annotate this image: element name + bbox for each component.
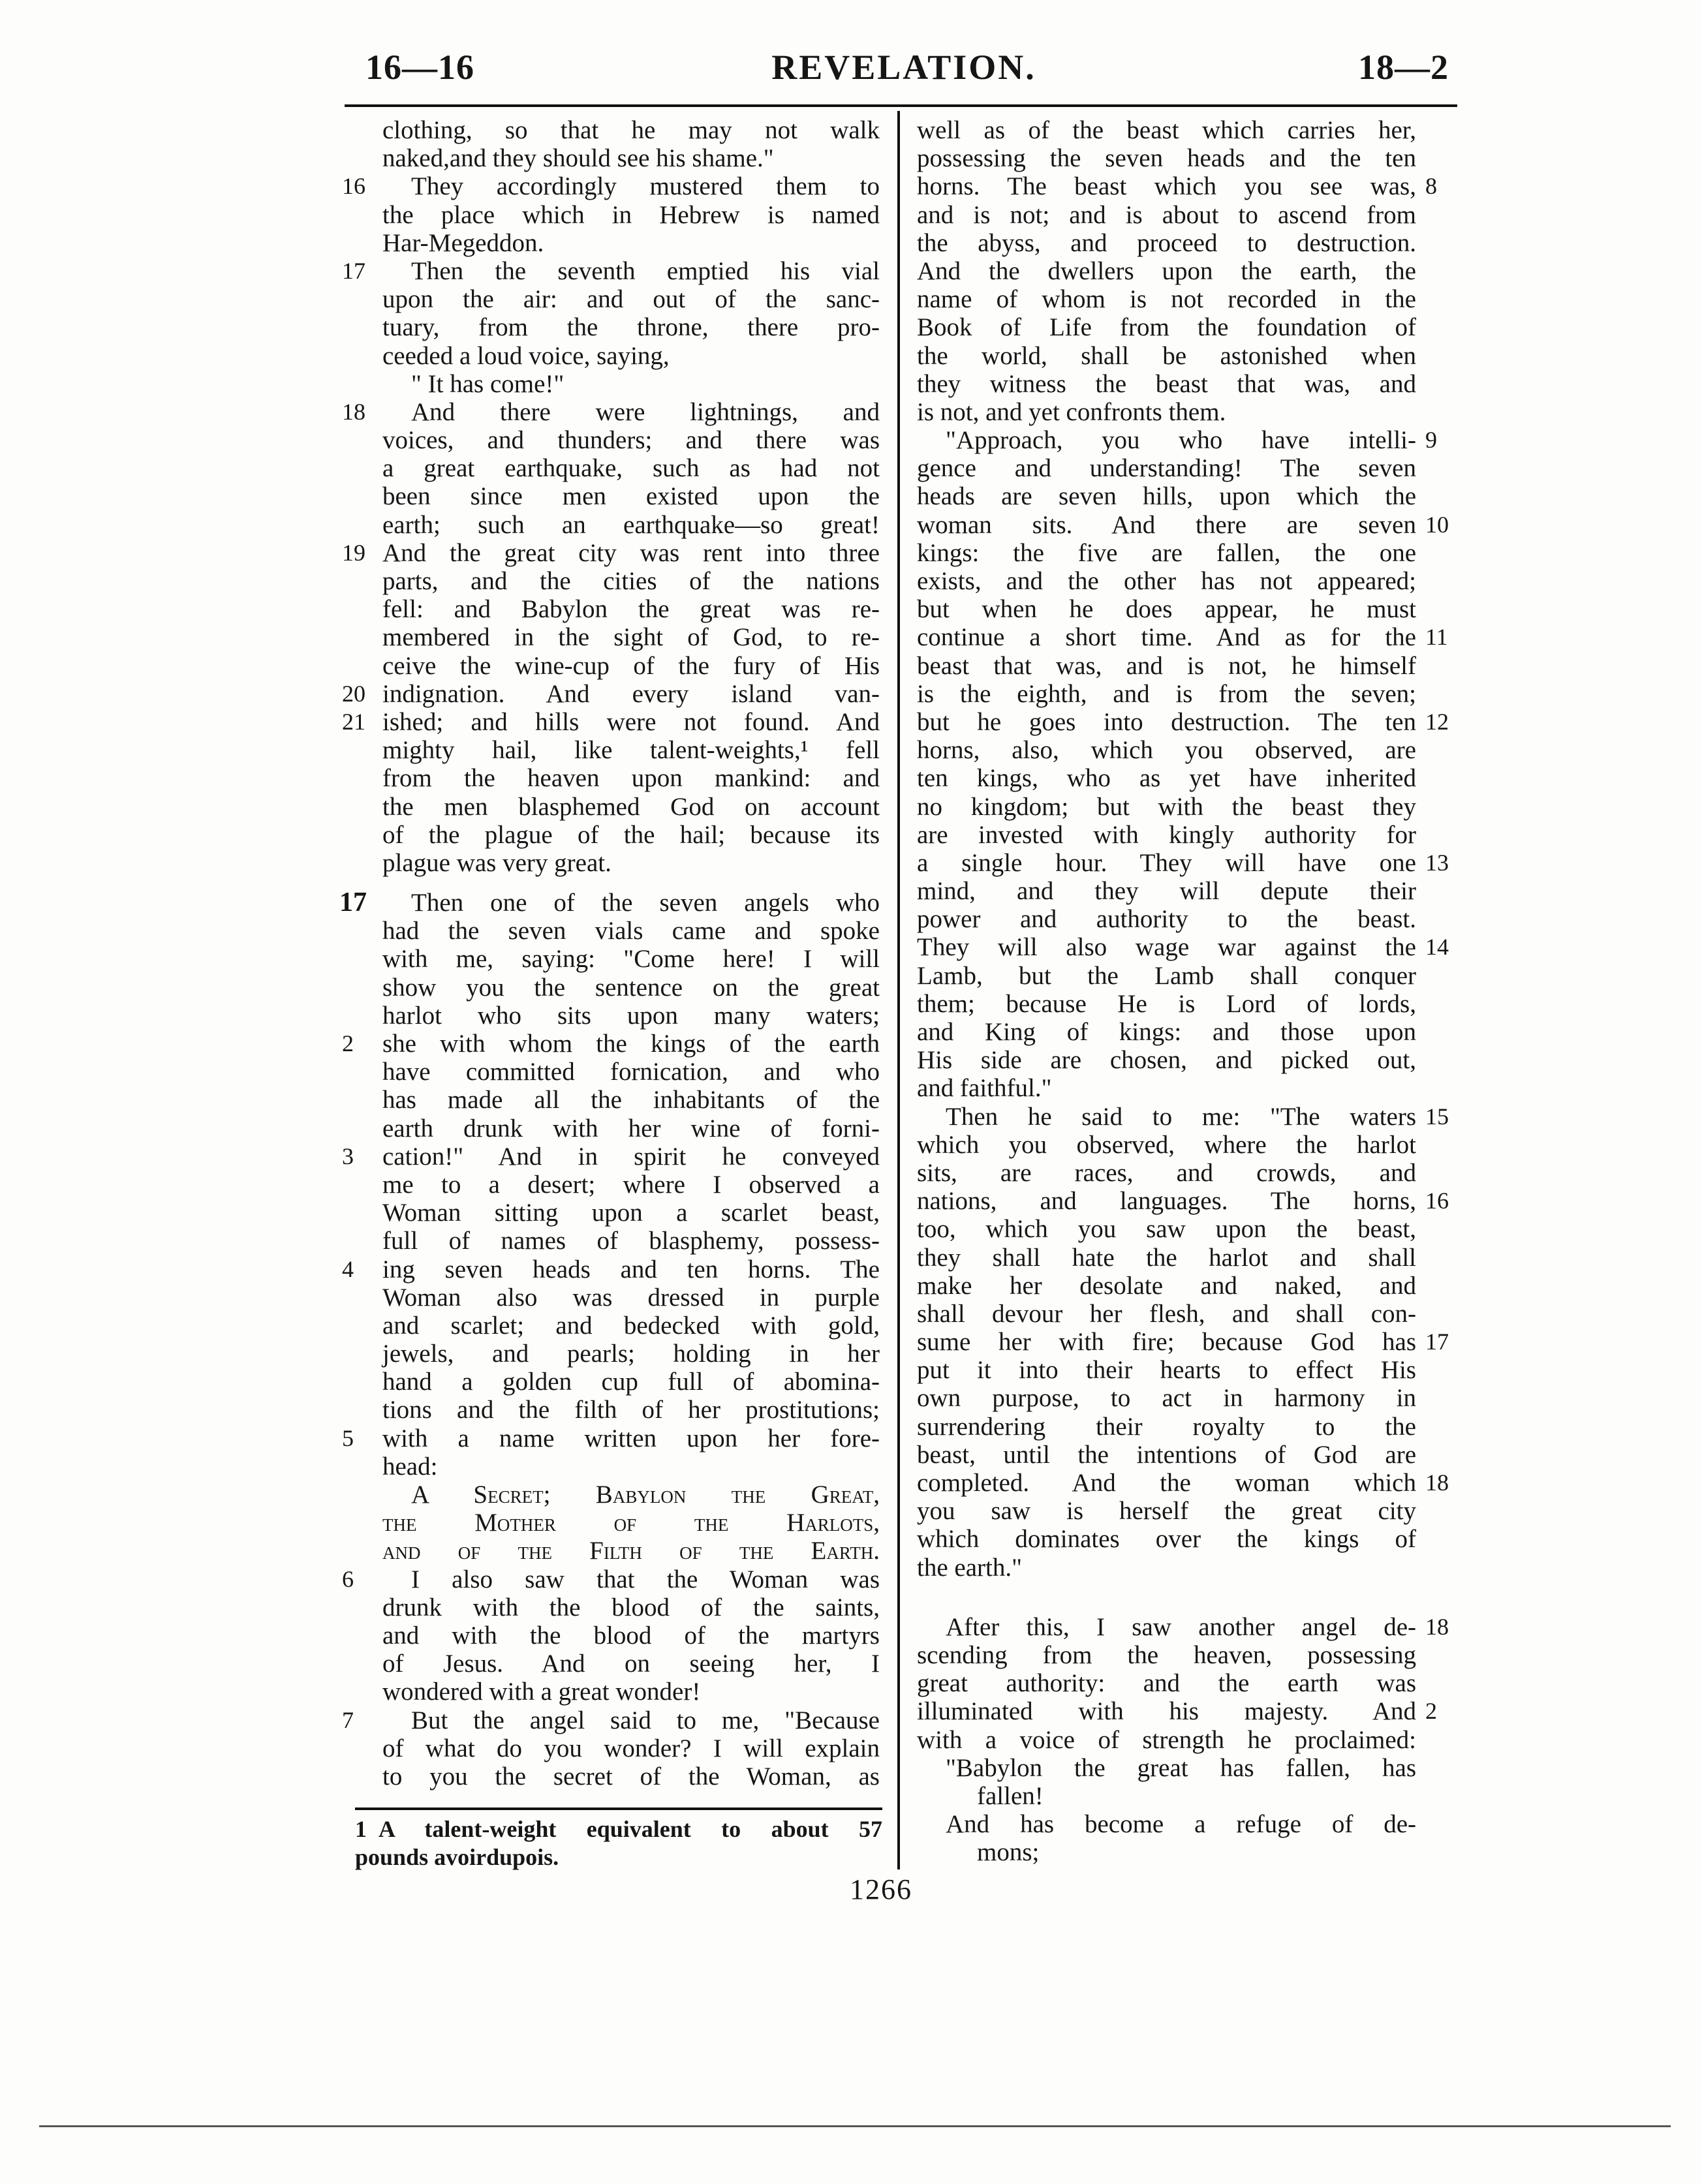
line-text: have committed fornication, and who [382,1058,880,1086]
line-text: horns, also, which you observed, are [917,736,1416,765]
line-text: great authority: and the earth was [917,1669,1416,1698]
text-line [382,144,880,172]
line-text: which dominates over the kings of [917,1525,1416,1554]
line-text: earth; such an earthquake—so great! [382,510,880,539]
text-line [342,707,880,736]
line-text: and faithful." [917,1074,1052,1103]
text-line [917,1810,1416,1838]
text-line [917,1102,1449,1131]
line-text: plague was very great. [382,848,611,877]
text-line [917,1469,1449,1497]
line-text: sume her with fire; because God has [917,1328,1416,1357]
text-line [917,454,1416,482]
text-line [917,567,1416,595]
line-text: with a voice of strength he proclaimed: [917,1725,1416,1754]
verse-number: 9 [1425,427,1437,454]
line-text: from the heaven upon mankind: and [382,764,880,793]
line-text: tions and the filth of her prostitutions; [382,1396,880,1424]
text-line [382,370,880,398]
line-text: kings: the five are fallen, the one [917,538,1416,567]
footnote-rule [355,1807,882,1810]
text-line [917,905,1416,933]
text-line [382,1199,880,1227]
line-text: the place which in Hebrew is named [382,200,880,229]
line-text: scending from the heaven, possessing [917,1640,1416,1669]
text-line [382,567,880,595]
line-text: name of whom is not recorded in the [917,285,1416,314]
line-text: jewels, and pearls; holding in her [382,1340,880,1368]
text-line [382,1734,880,1762]
line-text: exists, and the other has not appeared; [917,567,1416,595]
verse-number: 20 [342,680,365,707]
verse-number: 21 [342,708,365,735]
text-line [917,201,1416,229]
text-line [382,821,880,849]
text-line [382,482,880,510]
line-text: illuminated with his majesty. And [917,1697,1416,1726]
text-line [382,1284,880,1312]
text-line [382,1453,880,1481]
line-text: continue a short time. And as for the [917,623,1416,652]
line-text: of the plague of the hail; because its [382,820,880,849]
line-text: They accordingly mustered them to [411,172,880,201]
paragraph-gap [382,877,880,889]
line-text: parts, and the cities of the nations [382,567,880,595]
line-text: And the great city was rent into three [382,538,880,567]
left-column [339,116,880,1791]
text-line [342,538,880,567]
text-line [382,1058,880,1086]
line-text: A Secret; Babylon the Great, [411,1481,880,1509]
line-text: power and authority to the beast. [917,905,1416,934]
text-line [382,1678,880,1706]
verse-number: 14 [1425,934,1449,961]
line-text: me to a desert; where I observed a [382,1170,880,1199]
verse-number: 2 [342,1030,354,1056]
line-text: them; because He is Lord of lords, [917,989,1416,1018]
text-line [917,1782,1416,1810]
text-line [382,1312,880,1340]
text-line [917,1244,1416,1272]
text-line [917,1754,1416,1782]
line-text: Book of Life from the foundation of [917,313,1416,342]
line-text: upon the air: and out of the sanc- [382,285,880,314]
text-line [382,1340,880,1368]
line-text: the Mother of the Harlots, [382,1509,880,1537]
text-line [382,342,880,370]
text-line [917,1187,1449,1216]
line-text: are invested with kingly authority for [917,820,1416,849]
text-line [917,877,1416,905]
text-line [917,116,1416,144]
line-text: possessing the seven heads and the ten [917,144,1416,173]
text-line [917,1441,1416,1469]
line-text: but when he does appear, he must [917,595,1416,624]
text-line [382,917,880,945]
text-line [342,1565,880,1593]
text-line [917,764,1416,792]
line-text: and with the blood of the martyrs [382,1621,880,1650]
line-text: fallen! [977,1781,1044,1810]
text-line [917,1131,1416,1159]
line-text: own purpose, to act in harmony in [917,1384,1416,1413]
line-text: and King of kings: and those upon [917,1018,1416,1046]
line-text: But the angel said to me, "Because [411,1706,880,1734]
text-line [917,595,1416,623]
header-rule [345,104,1457,107]
line-text: "Approach, you who have intelli- [946,426,1416,455]
text-line [917,1356,1416,1384]
line-text: woman sits. And there are seven [917,510,1416,539]
text-line [917,285,1416,313]
text-line [382,623,880,651]
text-line [382,736,880,764]
line-text: heads are seven hills, upon which the [917,482,1416,511]
line-text: earth drunk with her wine of forni- [382,1114,880,1143]
text-line [382,116,880,144]
line-text: ten kings, who as yet have inherited [917,764,1416,793]
text-line [917,1726,1416,1754]
line-text: Then the seventh emptied his vial [411,256,880,285]
header-left-ref: 16—16 [365,48,474,87]
line-text: a single hour. They will have one [917,848,1416,877]
text-line [917,652,1416,680]
text-line [382,945,880,973]
line-text: ceeded a loud voice, saying, [382,341,670,370]
text-line [342,397,880,426]
running-header [352,40,1455,102]
text-line [917,933,1449,962]
text-line [917,1074,1416,1102]
text-line [342,172,880,201]
text-line [917,1328,1449,1357]
line-text: clothing, so that he may not walk [382,116,880,144]
line-text: too, which you saw upon the beast, [917,1215,1416,1244]
line-text: you saw is herself the great city [917,1497,1416,1526]
text-line [917,1300,1416,1328]
line-text: mighty hail, like talent-weights,¹ fell [382,736,880,765]
line-text: horns. The beast which you see was, [917,172,1416,201]
text-line [917,1554,1416,1582]
text-line [917,1018,1416,1046]
line-text: I also saw that the Woman was [411,1565,880,1593]
verse-number: 11 [1425,624,1448,651]
text-line [382,1593,880,1622]
text-line [917,398,1416,426]
line-text: with me, saying: "Come here! I will [382,945,880,974]
text-line [342,1424,880,1453]
text-line [917,172,1437,201]
line-text: beast, until the intentions of God are [917,1440,1416,1469]
text-line [917,1697,1437,1726]
footnote [355,1815,882,1871]
line-text: the world, shall be astonished when [917,341,1416,370]
line-text: shall devour her flesh, and shall con- [917,1299,1416,1328]
line-text: " It has come!" [411,369,565,398]
line-text: of what do you wonder? I will explain [382,1734,880,1762]
line-text: Then he said to me: "The waters [946,1102,1416,1131]
text-line [342,1142,880,1171]
text-line [382,1115,880,1143]
line-text: tuary, from the throne, there pro- [382,313,880,342]
text-line [917,1215,1416,1243]
line-text: completed. And the woman which [917,1469,1416,1497]
text-line [917,144,1416,172]
line-text: "Babylon the great has fallen, has [946,1753,1416,1782]
line-text: sits, are races, and crowds, and [917,1158,1416,1187]
text-line [382,793,880,821]
line-text: no kingdom; but with the beast they [917,792,1416,821]
text-line [382,595,880,623]
line-text: cation!" And in spirit he conveyed [382,1142,880,1171]
verse-number: 6 [342,1565,354,1592]
text-line [382,285,880,313]
line-text: but he goes into destruction. The ten [917,707,1416,736]
verse-number: 17 [342,257,365,284]
line-text: ing seven heads and ten horns. The [382,1255,880,1284]
line-text: well as of the beast which carries her, [917,116,1416,144]
text-line [382,1481,880,1509]
text-line [342,256,880,285]
verse-number: 12 [1425,708,1449,735]
page-number: 1266 [850,1873,912,1905]
line-text: fell: and Babylon the great was re- [382,595,880,624]
line-text: hand a golden cup full of abomina- [382,1368,880,1396]
line-text: And the dwellers upon the earth, the [917,256,1416,285]
text-line [382,426,880,454]
header-right-ref: 18—2 [1358,48,1449,87]
scan-edge-line [39,2125,1671,2127]
text-line [382,849,880,877]
line-text: full of names of blasphemy, possess- [382,1227,880,1255]
text-line [917,623,1448,652]
text-line [917,1641,1416,1669]
line-text: gence and understanding! The seven [917,454,1416,483]
verse-number: 19 [342,539,365,566]
text-line [917,1413,1416,1441]
text-line [382,1509,880,1537]
footnote-line-1: A talent-weight equivalent to about 57 [379,1816,882,1842]
paragraph-gap [917,1582,1416,1613]
text-line [342,679,880,708]
verse-number: 2 [1425,1698,1437,1725]
text-line [342,1030,880,1058]
verse-number: 15 [1425,1103,1449,1130]
text-line [917,736,1416,764]
line-text: they shall hate the harlot and shall [917,1243,1416,1272]
line-text: surrendering their royalty to the [917,1412,1416,1441]
text-line [917,1669,1416,1697]
text-line [917,821,1416,849]
text-line [382,764,880,792]
text-line [917,1838,1416,1866]
line-text: ceive the wine-cup of the fury of His [382,651,880,680]
line-text: the abyss, and proceed to destruction. [917,228,1416,257]
footnote-line-2: pounds avoirdupois. [355,1844,559,1870]
verse-number: 10 [1425,511,1449,538]
line-text: And has become a refuge of de- [946,1810,1416,1839]
text-line [917,229,1416,257]
text-line [917,510,1449,539]
line-text: had the seven vials came and spoke [382,917,880,946]
verse-number: 7 [342,1706,354,1733]
verse-number: 18 [342,398,365,425]
line-text: drunk with the blood of the saints, [382,1593,880,1622]
verse-number: 16 [342,173,365,200]
line-text: show you the sentence on the great [382,973,880,1002]
verse-number: 18 [1425,1469,1449,1496]
text-line [917,257,1416,285]
text-line [917,707,1449,736]
verse-number: 13 [1425,849,1449,876]
line-text: make her desolate and naked, and [917,1271,1416,1300]
text-line [917,1272,1416,1300]
line-text: nations, and languages. The horns, [917,1187,1416,1216]
line-text: of Jesus. And on seeing her, I [382,1650,880,1678]
line-text: mind, and they will depute their [917,877,1416,906]
line-text: indignation. And every island van- [382,679,880,708]
text-line [342,1706,880,1734]
text-line [382,1368,880,1396]
text-line [917,482,1416,510]
column-divider [897,111,900,1869]
text-line [382,1650,880,1678]
line-text: voices, and thunders; and there was [382,426,880,455]
line-text: After this, I saw another angel de- [946,1612,1416,1641]
text-line [917,1046,1416,1074]
text-line [917,342,1416,370]
text-line [917,1612,1449,1641]
header-book-title: REVELATION. [771,48,1036,87]
line-text: and is not; and is about to ascend from [917,200,1416,229]
line-text: Har-Megeddon. [382,228,544,257]
line-text: Woman sitting upon a scarlet beast, [382,1199,880,1227]
verse-number: 18 [1425,1613,1449,1640]
text-line [917,1525,1416,1553]
line-text: They will also wage war against the [917,933,1416,962]
text-line [382,511,880,539]
verse-number: 4 [342,1255,354,1282]
text-line [382,1537,880,1565]
text-line [342,1255,880,1284]
line-text: is the eighth, and is from the seven; [917,679,1416,708]
text-line [917,680,1416,708]
line-text: they witness the beast that was, and [917,369,1416,398]
text-line [339,887,880,918]
chapter-number: 17 [339,887,367,918]
text-line [917,370,1416,398]
verse-number: 5 [342,1424,354,1451]
text-line [382,454,880,482]
line-text: And there were lightnings, and [411,397,880,426]
line-text: ished; and hills were not found. And [382,707,880,736]
verse-number: 8 [1425,173,1437,200]
footnote-marker: 1 [355,1816,367,1842]
line-text: is not, and yet confronts them. [917,397,1226,426]
text-line [382,1622,880,1650]
verse-number: 3 [342,1143,354,1169]
line-text: the earth." [917,1553,1023,1582]
line-text: Woman also was dressed in purple [382,1283,880,1312]
line-text: a great earthquake, such as had not [382,454,880,483]
text-line [917,313,1416,341]
text-line [917,962,1416,990]
text-line [382,1762,880,1791]
text-line [917,1159,1416,1187]
line-text: wondered with a great wonder! [382,1678,701,1706]
line-text: been since men existed upon the [382,482,880,511]
line-text: membered in the sight of God, to re- [382,623,880,652]
text-line [917,1497,1416,1525]
text-line [382,313,880,341]
text-line [917,793,1416,821]
text-line [382,1086,880,1114]
line-text: and scarlet; and bedecked with gold, [382,1311,880,1340]
verse-number: 16 [1425,1188,1449,1214]
text-line [382,1396,880,1424]
text-line [917,539,1416,567]
text-line [382,974,880,1002]
line-text: put it into their hearts to effect His [917,1356,1416,1385]
text-line [382,1002,880,1030]
text-line [382,652,880,680]
line-text: Then one of the seven angels who [411,889,880,917]
text-line [382,229,880,257]
text-line [382,201,880,229]
text-line [382,1171,880,1199]
verse-number: 17 [1425,1329,1449,1355]
right-column [917,116,1449,1867]
line-text: to you the secret of the Woman, as [382,1762,880,1791]
line-text: the men blasphemed God on account [382,792,880,821]
line-text: mons; [977,1838,1040,1867]
line-text: which you observed, where the harlot [917,1130,1416,1159]
text-line [917,990,1416,1018]
line-text: naked,and they should see his shame." [382,144,774,173]
line-text: His side are chosen, and picked out, [917,1046,1416,1075]
line-text: beast that was, and is not, he himself [917,651,1416,680]
line-text: and of the Filth of the Earth. [382,1537,880,1565]
line-text: harlot who sits upon many waters; [382,1001,880,1030]
line-text: has made all the inhabitants of the [382,1086,880,1115]
text-line [917,426,1437,455]
line-text: head: [382,1452,438,1481]
line-text: she with whom the kings of the earth [382,1030,880,1058]
line-text: Lamb, but the Lamb shall conquer [917,961,1416,990]
text-line [917,1384,1416,1412]
line-text: with a name written upon her fore- [382,1424,880,1453]
text-line [382,1227,880,1255]
text-line [917,848,1449,877]
